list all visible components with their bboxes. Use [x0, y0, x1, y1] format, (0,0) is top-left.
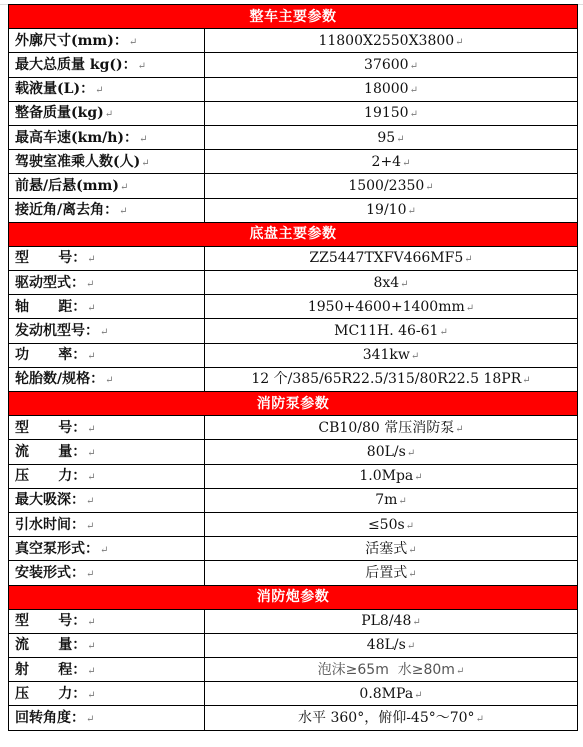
- spec-label: 整备质量(kg): [15, 105, 104, 122]
- paragraph-mark-icon: ↵: [402, 157, 411, 169]
- paragraph-mark-icon: ↵: [405, 520, 415, 532]
- spec-label: 外廓尺寸(mm)：: [15, 32, 128, 49]
- spec-value: 341kw: [362, 347, 410, 364]
- spec-row: [9, 609, 578, 633]
- spec-label: 前悬/后悬(mm): [15, 177, 119, 194]
- spec-label-cell: [9, 271, 205, 295]
- spec-value-cell: [205, 246, 578, 270]
- spec-value: 19/10: [366, 202, 407, 219]
- paragraph-mark-icon: ↵: [412, 617, 421, 629]
- spec-label: 真空泵形式：: [15, 540, 99, 557]
- spec-label-cell: [9, 319, 205, 343]
- section-title: 底盘主要参数: [9, 222, 578, 246]
- spec-value: 后置式: [365, 564, 408, 581]
- spec-row: [9, 706, 578, 730]
- spec-value-cell: [205, 198, 578, 222]
- section-title: 整车主要参数: [9, 5, 578, 29]
- spec-value: 2+4: [371, 153, 402, 170]
- paragraph-mark-icon: ↵: [86, 496, 95, 508]
- spec-row: [9, 658, 578, 682]
- paragraph-mark-icon: ↵: [86, 520, 95, 532]
- spec-value: 19150: [364, 105, 409, 122]
- spec-row: [9, 174, 578, 198]
- spec-value: 95: [377, 129, 396, 146]
- spec-label: 型 号：: [15, 613, 87, 630]
- spec-value-cell: [205, 319, 578, 343]
- spec-label: 驾驶室准乘人数(人): [15, 153, 141, 170]
- paragraph-mark-icon: ↵: [87, 254, 96, 266]
- spec-value: ZZ5447TXFV466MF5: [309, 250, 464, 267]
- spec-value-cell: [205, 488, 578, 512]
- spec-label: 射 程：: [15, 661, 87, 678]
- spec-row: [9, 246, 578, 270]
- spec-value: CB10/80 常压消防泵: [318, 419, 455, 436]
- paragraph-mark-icon: ↵: [87, 641, 96, 653]
- spec-label-cell: [9, 246, 205, 270]
- section-title: 消防炮参数: [9, 585, 578, 609]
- paragraph-mark-icon: ↵: [407, 206, 416, 218]
- paragraph-mark-icon: ↵: [522, 375, 531, 387]
- spec-label: 流 量：: [15, 637, 87, 654]
- spec-row: [9, 512, 578, 536]
- paragraph-mark-icon: ↵: [465, 302, 475, 314]
- spec-value: 37600: [364, 56, 409, 73]
- spec-row: [9, 561, 578, 585]
- spec-label-cell: [9, 609, 205, 633]
- spec-value: 48L/s: [366, 637, 406, 654]
- paragraph-mark-icon: ↵: [408, 544, 417, 556]
- spec-label-cell: [9, 416, 205, 440]
- spec-label-cell: [9, 198, 205, 222]
- paragraph-mark-icon: ↵: [455, 665, 465, 677]
- paragraph-mark-icon: ↵: [95, 85, 104, 97]
- spec-value: 8x4: [373, 274, 400, 291]
- spec-row: [9, 53, 578, 77]
- spec-row: [9, 319, 578, 343]
- spec-row: [9, 101, 578, 125]
- spec-value: 泡沫≥65m 水≥80m: [317, 661, 455, 678]
- spec-value-cell: [205, 658, 578, 682]
- spec-value-cell: [205, 561, 578, 585]
- spec-label-cell: [9, 101, 205, 125]
- spec-row: [9, 464, 578, 488]
- paragraph-mark-icon: ↵: [414, 689, 423, 701]
- spec-row: [9, 198, 578, 222]
- paragraph-mark-icon: ↵: [87, 617, 96, 629]
- spec-value: PL8/48: [361, 613, 412, 630]
- spec-label: 轮胎数/规格：: [15, 371, 105, 388]
- paragraph-mark-icon: ↵: [409, 109, 418, 121]
- spec-value: 0.8MPa: [359, 685, 414, 702]
- spec-label: 载液量(L)：: [15, 81, 95, 98]
- section-header-row: [9, 5, 578, 29]
- spec-value-cell: [205, 537, 578, 561]
- paragraph-mark-icon: ↵: [414, 472, 423, 484]
- spec-row: [9, 77, 578, 101]
- spec-label-cell: [9, 150, 205, 174]
- spec-value: 11800X2550X3800: [318, 32, 455, 49]
- spec-value: 1500/2350: [348, 177, 425, 194]
- paragraph-mark-icon: ↵: [475, 714, 484, 726]
- spec-table-body: [9, 5, 578, 731]
- paragraph-mark-icon: ↵: [406, 641, 416, 653]
- paragraph-mark-icon: ↵: [87, 689, 96, 701]
- spec-row: [9, 440, 578, 464]
- spec-label: 发动机型号：: [15, 323, 99, 340]
- spec-label: 流 量：: [15, 443, 87, 460]
- spec-label-cell: [9, 658, 205, 682]
- spec-row: [9, 416, 578, 440]
- paragraph-mark-icon: ↵: [86, 568, 95, 580]
- spec-value-cell: [205, 416, 578, 440]
- paragraph-mark-icon: ↵: [398, 496, 407, 508]
- spec-label-cell: [9, 367, 205, 391]
- spec-label: 轴 距：: [15, 298, 87, 315]
- paragraph-mark-icon: ↵: [464, 254, 473, 266]
- spec-row: [9, 150, 578, 174]
- paragraph-mark-icon: ↵: [141, 157, 150, 169]
- spec-value-cell: [205, 440, 578, 464]
- spec-value-cell: [205, 29, 578, 53]
- section-header-row: [9, 585, 578, 609]
- spec-label-cell: [9, 488, 205, 512]
- spec-label-cell: [9, 295, 205, 319]
- spec-value-cell: [205, 77, 578, 101]
- spec-value-cell: [205, 682, 578, 706]
- spec-label-cell: [9, 125, 205, 149]
- spec-row: [9, 295, 578, 319]
- paragraph-mark-icon: ↵: [100, 544, 109, 556]
- paragraph-mark-icon: ↵: [104, 109, 114, 121]
- spec-label-cell: [9, 537, 205, 561]
- paragraph-mark-icon: ↵: [105, 375, 114, 387]
- paragraph-mark-icon: ↵: [86, 278, 95, 290]
- paragraph-mark-icon: ↵: [119, 206, 128, 218]
- spec-label: 接近角/离去角：: [15, 202, 119, 219]
- spec-label-cell: [9, 53, 205, 77]
- spec-row: [9, 271, 578, 295]
- spec-label: 压 力：: [15, 468, 87, 485]
- paragraph-mark-icon: ↵: [410, 351, 420, 363]
- spec-label-cell: [9, 682, 205, 706]
- spec-value-cell: [205, 464, 578, 488]
- paragraph-mark-icon: ↵: [86, 714, 95, 726]
- spec-label-cell: [9, 512, 205, 536]
- spec-value: 1.0Mpa: [359, 468, 414, 485]
- paragraph-mark-icon: ↵: [128, 36, 138, 48]
- paragraph-mark-icon: ↵: [120, 181, 129, 193]
- spec-value-cell: [205, 343, 578, 367]
- spec-label-cell: [9, 343, 205, 367]
- paragraph-mark-icon: ↵: [87, 351, 96, 363]
- spec-value-cell: [205, 367, 578, 391]
- spec-label-cell: [9, 633, 205, 657]
- paragraph-mark-icon: ↵: [87, 665, 96, 677]
- spec-value: 18000: [364, 81, 409, 98]
- spec-value: 水平 360°，俯仰-45°～70°: [298, 710, 475, 727]
- spec-row: [9, 29, 578, 53]
- spec-value-cell: [205, 125, 578, 149]
- paragraph-mark-icon: ↵: [396, 133, 405, 145]
- spec-row: [9, 367, 578, 391]
- paragraph-mark-icon: ↵: [137, 60, 147, 72]
- spec-label: 型 号：: [15, 250, 87, 267]
- paragraph-mark-icon: ↵: [455, 423, 464, 435]
- spec-label-cell: [9, 29, 205, 53]
- section-title: 消防泵参数: [9, 392, 578, 416]
- spec-value-cell: [205, 609, 578, 633]
- spec-row: [9, 633, 578, 657]
- spec-value: MC11H. 46-61: [334, 323, 439, 340]
- paragraph-mark-icon: ↵: [409, 85, 418, 97]
- paragraph-mark-icon: ↵: [406, 447, 416, 459]
- spec-value-cell: [205, 633, 578, 657]
- spec-label: 最高车速(km/h)：: [15, 129, 139, 146]
- spec-row: [9, 537, 578, 561]
- spec-value: ≤50s: [367, 516, 405, 533]
- spec-label-cell: [9, 174, 205, 198]
- spec-label: 驱动型式：: [15, 274, 85, 291]
- spec-label: 压 力：: [15, 685, 87, 702]
- paragraph-mark-icon: ↵: [139, 133, 148, 145]
- paragraph-mark-icon: ↵: [455, 36, 464, 48]
- spec-label-cell: [9, 464, 205, 488]
- paragraph-mark-icon: ↵: [409, 60, 418, 72]
- spec-label: 功 率：: [15, 347, 87, 364]
- paragraph-mark-icon: ↵: [439, 327, 448, 339]
- spec-label: 回转角度：: [15, 710, 85, 727]
- paragraph-mark-icon: ↵: [425, 181, 434, 193]
- spec-label: 引水时间：: [15, 516, 85, 533]
- spec-value: 7m: [375, 492, 398, 509]
- spec-value-cell: [205, 150, 578, 174]
- spec-label: 安装形式：: [15, 564, 85, 581]
- spec-value-cell: [205, 174, 578, 198]
- spec-label-cell: [9, 440, 205, 464]
- spec-value: 12 个/385/65R22.5/315/80R22.5 18PR: [251, 371, 522, 388]
- paragraph-mark-icon: ↵: [408, 568, 417, 580]
- section-header-row: [9, 222, 578, 246]
- spec-value-cell: [205, 706, 578, 730]
- spec-row: [9, 343, 578, 367]
- section-header-row: [9, 392, 578, 416]
- spec-value-cell: [205, 512, 578, 536]
- spec-value-cell: [205, 295, 578, 319]
- paragraph-mark-icon: ↵: [87, 302, 96, 314]
- spec-value: 活塞式: [365, 540, 408, 557]
- spec-label: 型 号：: [15, 419, 87, 436]
- spec-row: [9, 682, 578, 706]
- paragraph-mark-icon: ↵: [100, 327, 109, 339]
- paragraph-mark-icon: ↵: [87, 423, 96, 435]
- spec-value: 1950+4600+1400mm: [307, 298, 465, 315]
- spec-label-cell: [9, 706, 205, 730]
- spec-value-cell: [205, 53, 578, 77]
- paragraph-mark-icon: ↵: [400, 278, 409, 290]
- paragraph-mark-icon: ↵: [87, 447, 96, 459]
- spec-row: [9, 125, 578, 149]
- spec-value: 80L/s: [366, 443, 406, 460]
- spec-label: 最大总质量 kg()：: [15, 56, 137, 73]
- spec-table: [8, 4, 578, 731]
- spec-label: 最大吸深：: [15, 492, 85, 509]
- spec-label-cell: [9, 77, 205, 101]
- spec-value-cell: [205, 271, 578, 295]
- spec-value-cell: [205, 101, 578, 125]
- spec-label-cell: [9, 561, 205, 585]
- spec-row: [9, 488, 578, 512]
- paragraph-mark-icon: ↵: [87, 472, 96, 484]
